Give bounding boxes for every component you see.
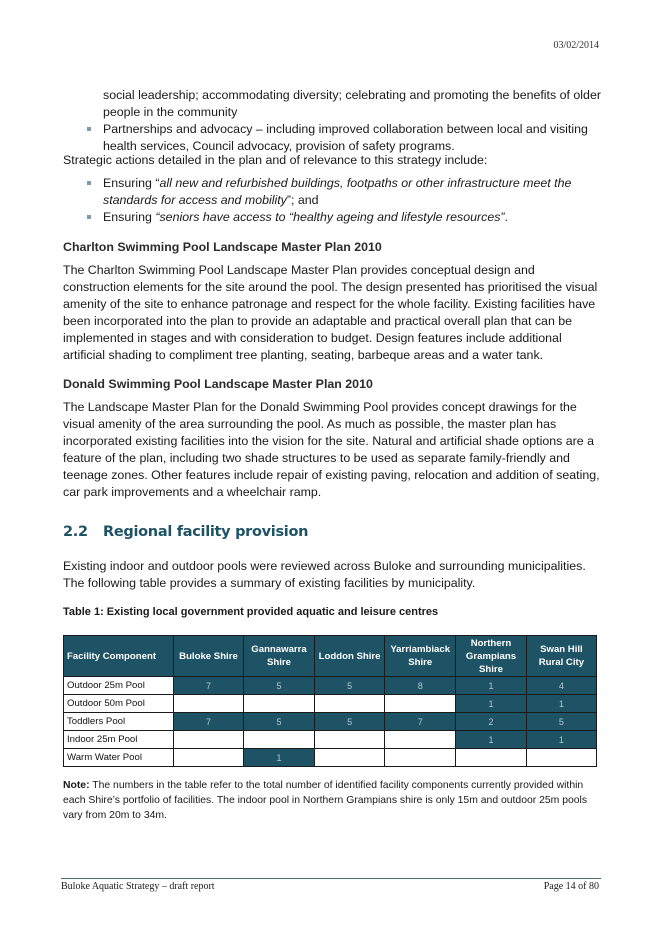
header-date: 03/02/2014 xyxy=(553,40,599,51)
column-header: Buloke Shire xyxy=(173,636,243,677)
row-label: Outdoor 50m Pool xyxy=(64,695,174,713)
footer-divider xyxy=(61,878,601,879)
table-cell xyxy=(385,695,456,713)
section-number: 2.2 xyxy=(63,524,88,540)
table-cell xyxy=(173,731,243,749)
table-cell xyxy=(314,695,384,713)
table-row xyxy=(64,695,597,713)
donald-heading: Donald Swimming Pool Landscape Master Plan 2010 xyxy=(63,377,373,391)
table-caption: Table 1: Existing local government provided aquatic and leisure centres xyxy=(63,606,439,618)
table-cell xyxy=(314,731,384,749)
table-cell xyxy=(173,695,243,713)
intro-continuation xyxy=(63,87,603,155)
row-label: Indoor 25m Pool xyxy=(64,731,174,749)
table-cell xyxy=(526,749,596,767)
table-cell xyxy=(456,749,527,767)
row-label: Warm Water Pool xyxy=(64,749,174,767)
bullet-continuation-text: social leadership; accommodating diversity; celebrating and promoting the benefits of older people in the community xyxy=(103,88,601,119)
section-paragraph: Existing indoor and outdoor pools were reviewed across Buloke and surrounding municipalities. The following table provides a summary of existing facilities by municipality. xyxy=(63,559,586,590)
bullet-partnerships: Partnerships and advocacy – including improved collaboration between local and visiting health services, Council advocacy, provision of safety programs. xyxy=(63,121,603,155)
table-cell xyxy=(244,731,315,749)
intro-bullet-list xyxy=(63,121,603,155)
column-header: Swan Hill Rural City xyxy=(526,636,596,677)
table-row xyxy=(64,731,597,749)
action-item: Ensuring “seniors have access to “healthy ageing and lifestyle resources”. xyxy=(63,209,603,226)
table-cell: 1 xyxy=(456,677,527,695)
table-note xyxy=(63,778,603,823)
table-cell xyxy=(385,749,456,767)
table-cell xyxy=(244,695,315,713)
column-header: Facility Component xyxy=(64,636,174,677)
table-cell xyxy=(385,731,456,749)
table-cell: 1 xyxy=(456,731,527,749)
donald-section xyxy=(63,377,603,501)
table-cell: 7 xyxy=(173,677,243,695)
table-cell: 5 xyxy=(244,713,315,731)
strategic-actions xyxy=(63,152,603,226)
table-header-row xyxy=(64,636,597,677)
section-title: Regional facility provision xyxy=(103,524,309,540)
section-heading xyxy=(63,524,308,540)
facilities-table xyxy=(63,635,597,767)
table-row xyxy=(64,749,597,767)
table-cell: 1 xyxy=(526,695,596,713)
table-cell: 1 xyxy=(526,731,596,749)
table-cell: 5 xyxy=(314,677,384,695)
column-header: Loddon Shire xyxy=(314,636,384,677)
table-cell: 2 xyxy=(456,713,527,731)
footer-page-number: Page 14 of 80 xyxy=(543,881,599,892)
charlton-paragraph: The Charlton Swimming Pool Landscape Master Plan provides conceptual design and construction elements for the site around the pool. The design presented has prioritised the visual amenity of the site to enhance patronage and respect for the whole facility. Existing facilities have been incorporated into the plan to provide an adaptable and practical overall plan that can be implemented in stages and with consideration to budget. Design features include additional artificial shading to compliment tree planting, seating, barbeque areas and a water tank. xyxy=(63,263,598,362)
column-header: Northern Grampians Shire xyxy=(456,636,527,677)
strategic-lead-text: Strategic actions detailed in the plan and of relevance to this strategy include: xyxy=(63,153,488,167)
table-row xyxy=(64,677,597,695)
table-cell: 5 xyxy=(526,713,596,731)
charlton-section xyxy=(63,240,603,364)
table-cell xyxy=(173,749,243,767)
charlton-heading: Charlton Swimming Pool Landscape Master Plan 2010 xyxy=(63,240,382,254)
table-cell: 7 xyxy=(173,713,243,731)
action-item: Ensuring “all new and refurbished buildings, footpaths or other infrastructure meet the standards for access and mobility”; and xyxy=(63,175,603,209)
note-label: Note: xyxy=(63,780,90,791)
note-text: The numbers in the table refer to the total number of identified facility components currently provided within each Shire’s portfolio of facilities. The indoor pool in Northern Grampians shire is only 15m and outdoor 25m pools vary from 20m to 34m. xyxy=(63,780,588,821)
table-cell: 1 xyxy=(244,749,315,767)
column-header: Gannawarra Shire xyxy=(244,636,315,677)
row-label: Toddlers Pool xyxy=(64,713,174,731)
footer-title: Buloke Aquatic Strategy – draft report xyxy=(61,881,215,892)
table-cell xyxy=(314,749,384,767)
row-label: Outdoor 25m Pool xyxy=(64,677,174,695)
table-row xyxy=(64,713,597,731)
square-bullet-icon xyxy=(87,215,91,219)
square-bullet-icon xyxy=(87,181,91,185)
square-bullet-icon xyxy=(87,127,91,131)
strategic-actions-list xyxy=(63,175,603,226)
donald-paragraph: The Landscape Master Plan for the Donald Swimming Pool provides concept drawings for the visual amenity of the area surrounding the pool. As much as possible, the master plan has incorporated existing facilities into the vision for the site. Natural and artificial shade options are a feature of the plan, including two shade structures to be used as separate family-friendly and teenage zones. Other features include repair of existing paving, relocation and addition of seating, car park improvements and a wheelchair ramp. xyxy=(63,400,600,499)
table-cell: 1 xyxy=(456,695,527,713)
table-cell: 8 xyxy=(385,677,456,695)
table-cell: 5 xyxy=(244,677,315,695)
table-cell: 4 xyxy=(526,677,596,695)
column-header: Yarriambiack Shire xyxy=(385,636,456,677)
table-cell: 5 xyxy=(314,713,384,731)
table-cell: 7 xyxy=(385,713,456,731)
